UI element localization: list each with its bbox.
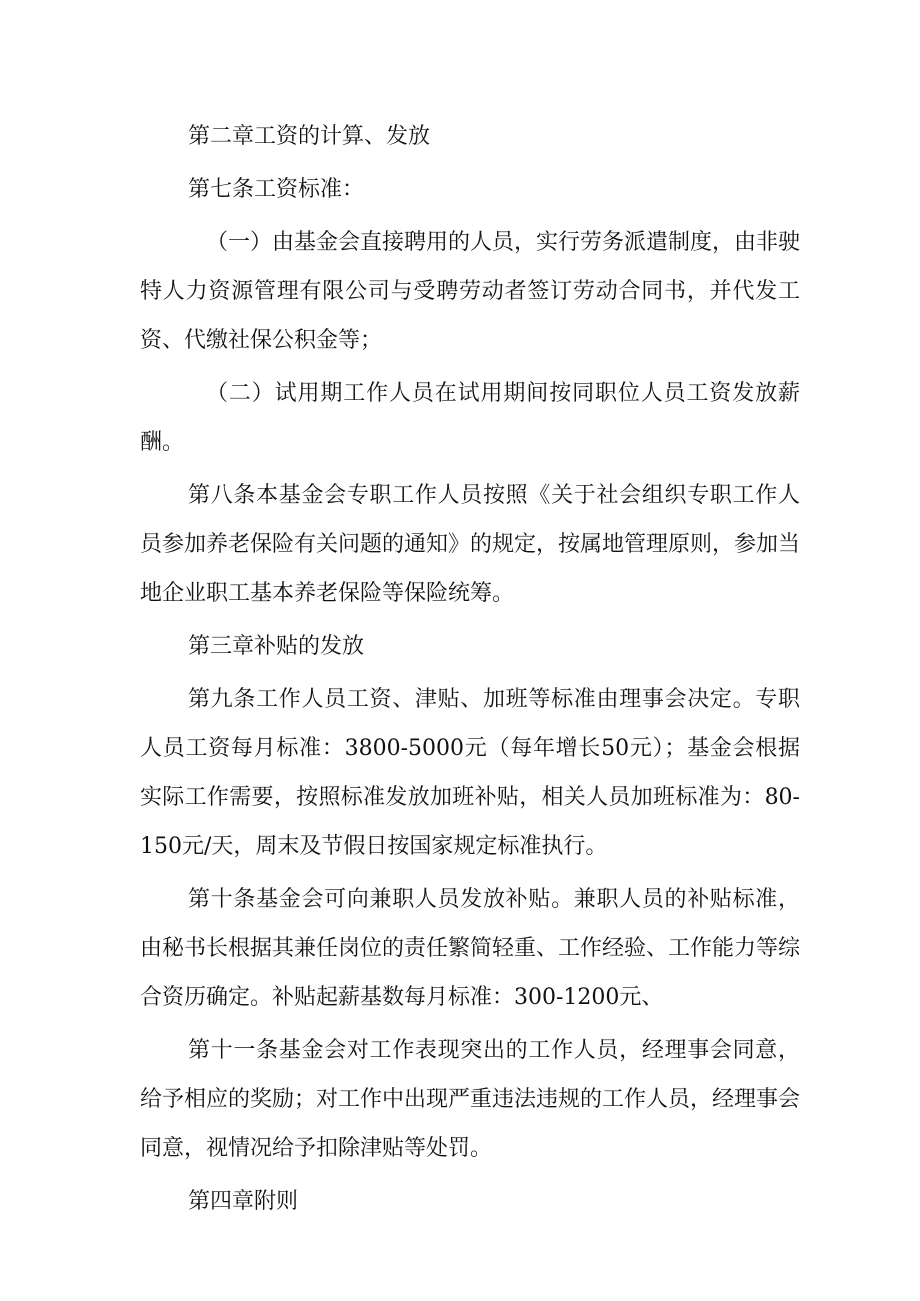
article-7-item-1: （一）由基金会直接聘用的人员，实行劳务派遣制度，由非驶特人力资源管理有限公司与受聘劳动者签订劳动合同书，并代发工资、代缴社保公积金等； xyxy=(140,230,801,353)
article-8: 第八条本基金会专职工作人员按照《关于社会组织专职工作人员参加养老保险有关问题的通知》的规定，按属地管理原则，参加当地企业职工基本养老保险等保险统筹。 xyxy=(140,483,801,606)
document-body xyxy=(140,112,800,1226)
article-10: 第十条基金会可向兼职人员发放补贴。兼职人员的补贴标准，由秘书长根据其兼任岗位的责任繁简轻重、工作经验、工作能力等综合资历确定。补贴起薪基数每月标准：300-1200元、 xyxy=(140,887,801,1010)
article-11: 第十一条基金会对工作表现突出的工作人员，经理事会同意，给予相应的奖励；对工作中出现严重违法违规的工作人员，经理事会同意，视情况给予扣除津贴等处罚。 xyxy=(140,1038,801,1161)
article-7-item-2: （二）试用期工作人员在试用期间按同职位人员工资发放薪酬。 xyxy=(140,381,800,455)
article-7-heading: 第七条工资标准： xyxy=(188,177,365,202)
article-9: 第九条工作人员工资、津贴、加班等标准由理事会决定。专职人员工资每月标准：3800-5000元（每年增长50元）；基金会根据实际工作需要，按照标准发放加班补贴，相关人员加班标准为：80-150元/天，周末及节假日按国家规定标准执行。 xyxy=(140,687,800,859)
chapter-heading-4: 第四章附则 xyxy=(188,1189,299,1214)
chapter-heading-3: 第三章补贴的发放 xyxy=(188,634,365,659)
chapter-heading-2: 第二章工资的计算、发放 xyxy=(188,124,431,149)
